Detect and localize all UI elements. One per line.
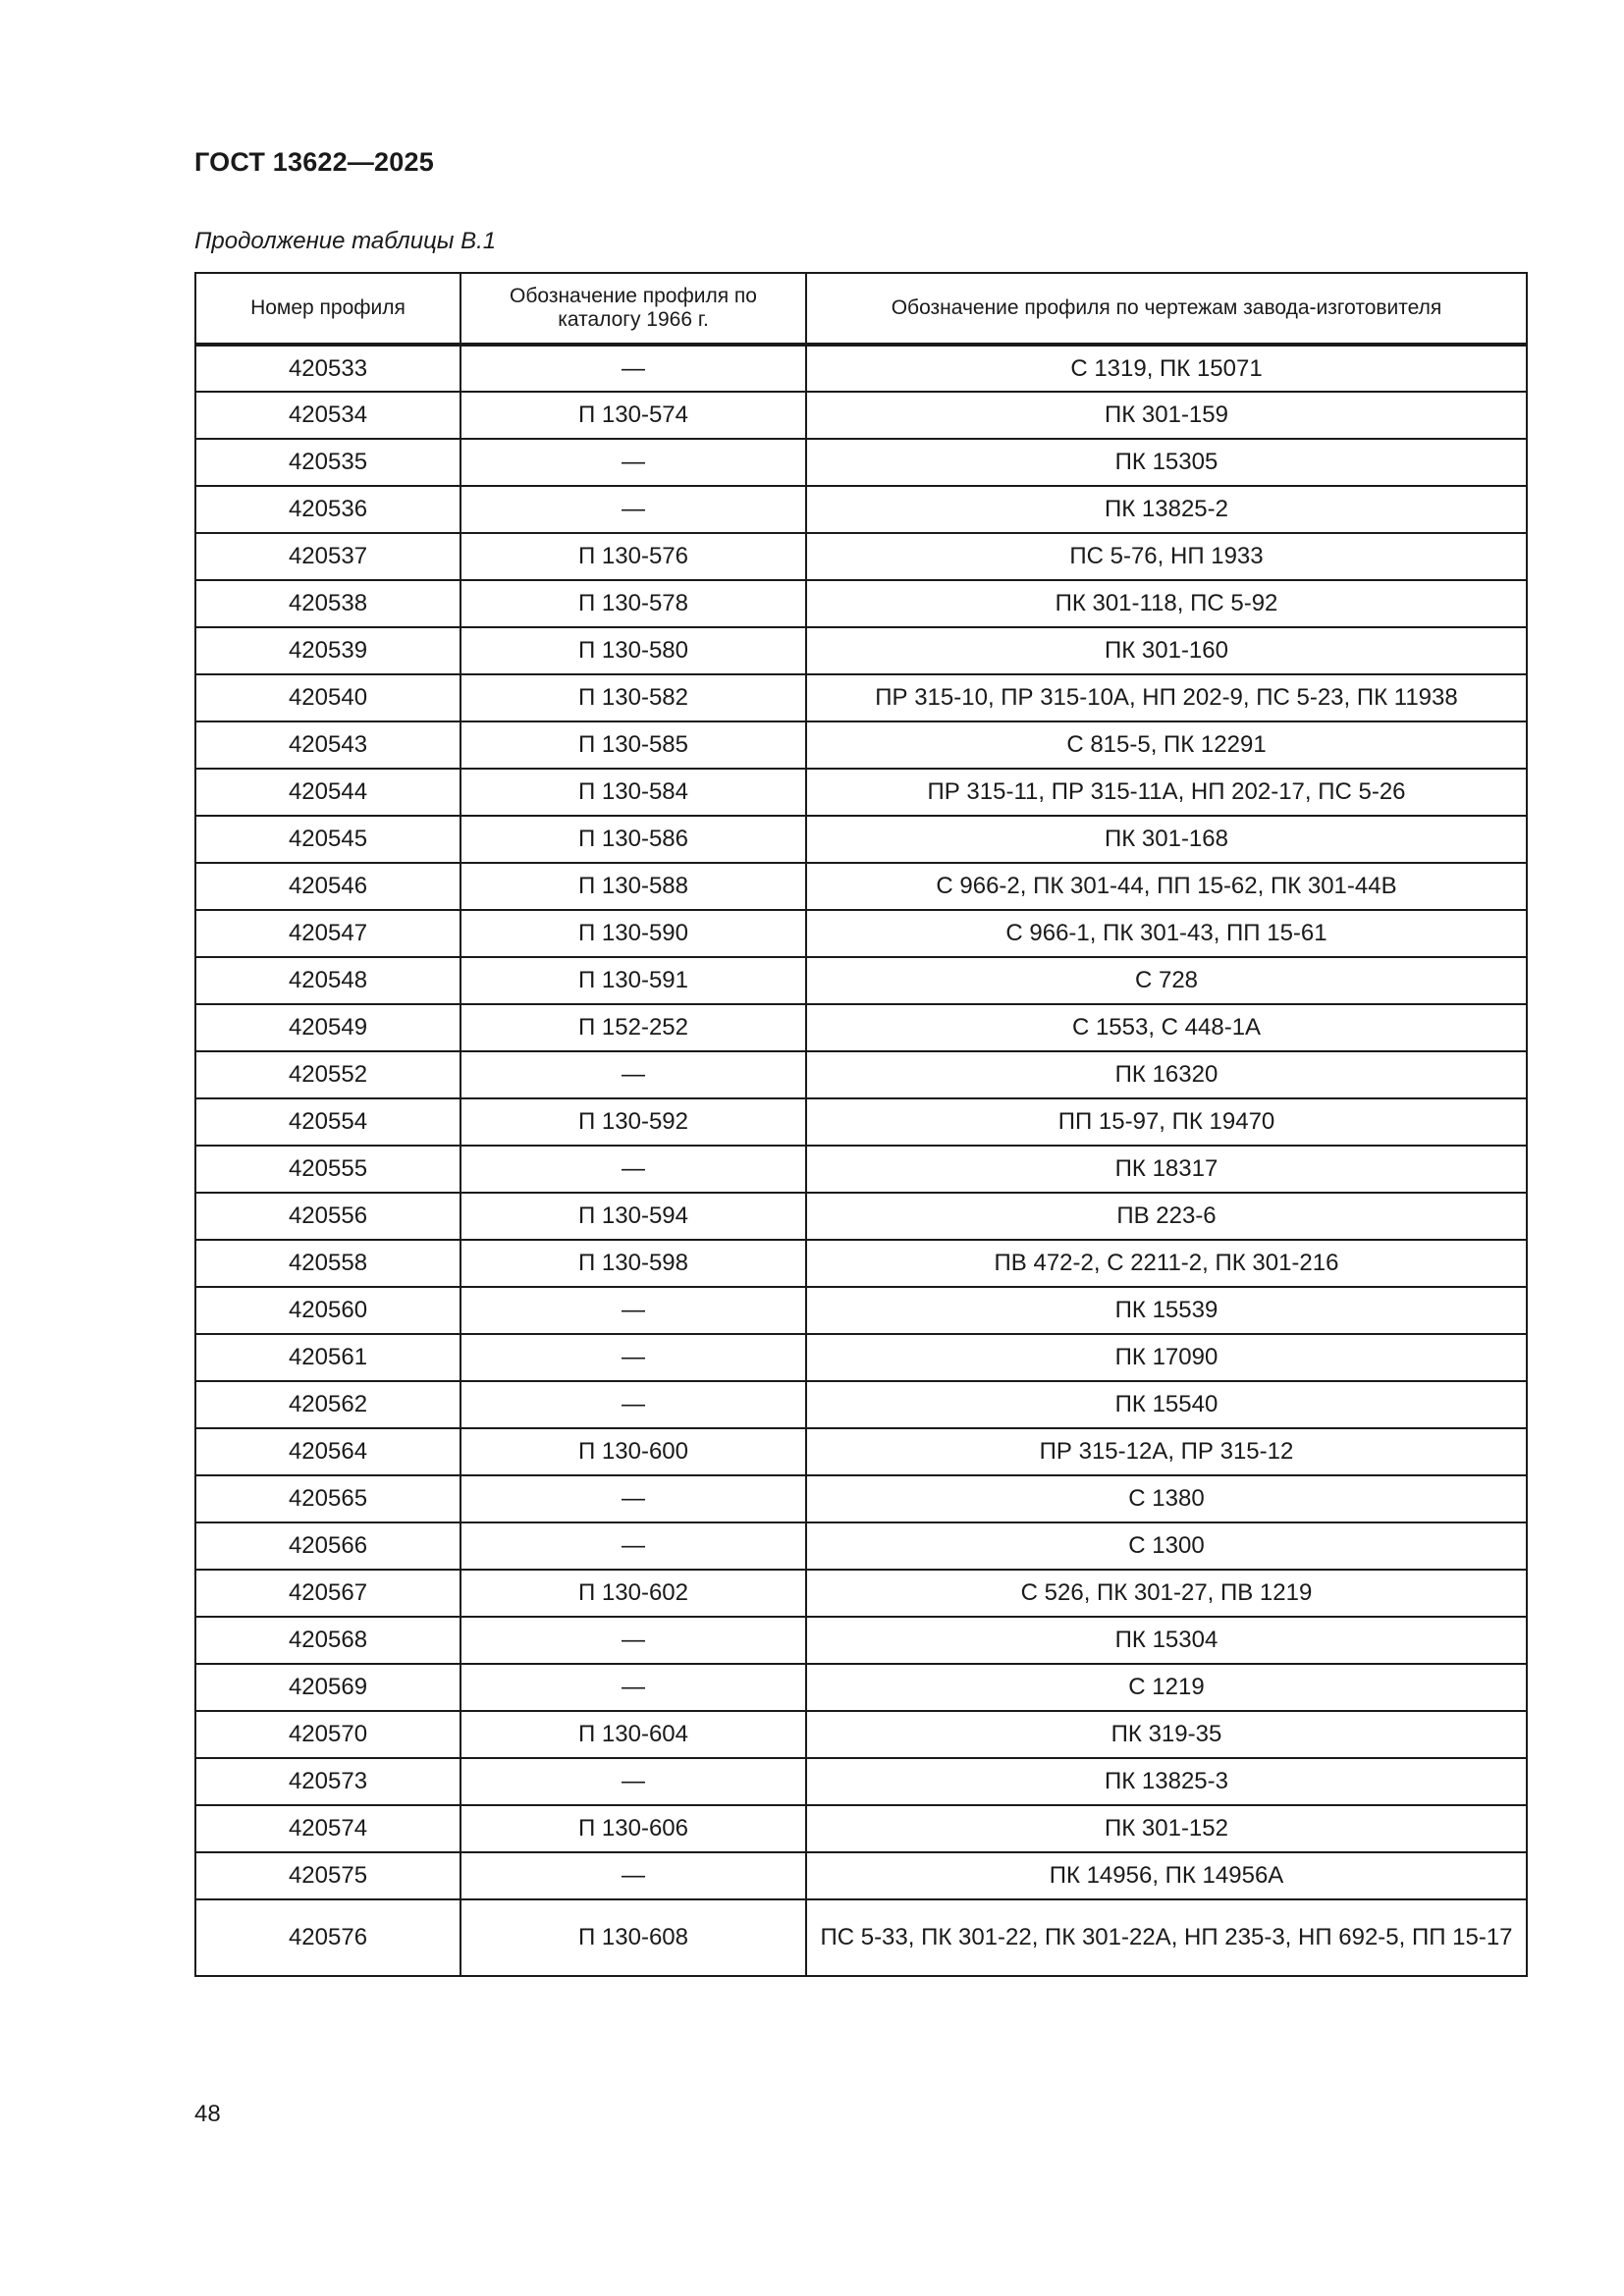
cell-drawing-designation: ПК 15305 bbox=[806, 439, 1527, 486]
cell-drawing-designation: С 1300 bbox=[806, 1522, 1527, 1570]
cell-catalog-designation: П 130-600 bbox=[460, 1428, 806, 1475]
column-header-catalog: Обозначение профиля по каталогу 1966 г. bbox=[460, 273, 806, 345]
cell-catalog-designation: П 130-576 bbox=[460, 533, 806, 580]
cell-drawing-designation: С 1219 bbox=[806, 1664, 1527, 1711]
cell-profile-number: 420539 bbox=[195, 627, 460, 674]
table-row bbox=[195, 1522, 1527, 1570]
cell-drawing-designation: ПР 315-11, ПР 315-11А, НП 202-17, ПС 5-26 bbox=[806, 769, 1527, 816]
cell-catalog-designation: — bbox=[460, 1146, 806, 1193]
cell-drawing-designation: С 526, ПК 301-27, ПВ 1219 bbox=[806, 1570, 1527, 1617]
cell-catalog-designation: — bbox=[460, 1287, 806, 1334]
cell-drawing-designation: ПР 315-12А, ПР 315-12 bbox=[806, 1428, 1527, 1475]
table-header bbox=[195, 273, 1527, 345]
cell-catalog-designation: П 130-604 bbox=[460, 1711, 806, 1758]
cell-catalog-designation: — bbox=[460, 439, 806, 486]
cell-catalog-designation: — bbox=[460, 1758, 806, 1805]
cell-profile-number: 420535 bbox=[195, 439, 460, 486]
cell-profile-number: 420554 bbox=[195, 1098, 460, 1146]
table-body bbox=[195, 345, 1527, 1976]
cell-drawing-designation: ПК 16320 bbox=[806, 1051, 1527, 1098]
cell-drawing-designation: С 815-5, ПК 12291 bbox=[806, 721, 1527, 769]
cell-catalog-designation: П 130-578 bbox=[460, 580, 806, 627]
cell-drawing-designation: ПВ 223-6 bbox=[806, 1193, 1527, 1240]
table-row bbox=[195, 957, 1527, 1004]
cell-drawing-designation: ПК 15304 bbox=[806, 1617, 1527, 1664]
cell-catalog-designation: П 130-586 bbox=[460, 816, 806, 863]
cell-drawing-designation: С 1553, С 448-1А bbox=[806, 1004, 1527, 1051]
cell-profile-number: 420538 bbox=[195, 580, 460, 627]
cell-profile-number: 420560 bbox=[195, 1287, 460, 1334]
table-row bbox=[195, 1711, 1527, 1758]
table-row bbox=[195, 1758, 1527, 1805]
table-row bbox=[195, 533, 1527, 580]
cell-catalog-designation: П 130-598 bbox=[460, 1240, 806, 1287]
cell-drawing-designation: ПК 17090 bbox=[806, 1334, 1527, 1381]
cell-catalog-designation: П 130-588 bbox=[460, 863, 806, 910]
cell-catalog-designation: — bbox=[460, 345, 806, 392]
cell-profile-number: 420575 bbox=[195, 1852, 460, 1899]
cell-catalog-designation: П 130-590 bbox=[460, 910, 806, 957]
cell-catalog-designation: П 130-602 bbox=[460, 1570, 806, 1617]
cell-catalog-designation: — bbox=[460, 486, 806, 533]
cell-catalog-designation: П 130-580 bbox=[460, 627, 806, 674]
column-header-drawings: Обозначение профиля по чертежам завода-изготовителя bbox=[806, 273, 1527, 345]
cell-catalog-designation: П 130-594 bbox=[460, 1193, 806, 1240]
cell-catalog-designation: П 130-584 bbox=[460, 769, 806, 816]
cell-drawing-designation: ПК 18317 bbox=[806, 1146, 1527, 1193]
cell-profile-number: 420562 bbox=[195, 1381, 460, 1428]
table-row bbox=[195, 1098, 1527, 1146]
cell-drawing-designation: ПК 13825-3 bbox=[806, 1758, 1527, 1805]
table-row bbox=[195, 486, 1527, 533]
cell-profile-number: 420565 bbox=[195, 1475, 460, 1522]
cell-profile-number: 420549 bbox=[195, 1004, 460, 1051]
cell-drawing-designation: ПК 15539 bbox=[806, 1287, 1527, 1334]
cell-drawing-designation: С 1319, ПК 15071 bbox=[806, 345, 1527, 392]
table-row bbox=[195, 345, 1527, 392]
table-caption: Продолжение таблицы В.1 bbox=[194, 228, 497, 254]
cell-drawing-designation: ПС 5-33, ПК 301-22, ПК 301-22А, НП 235-3, НП 692-5, ПП 15-17 bbox=[806, 1899, 1527, 1976]
cell-profile-number: 420540 bbox=[195, 674, 460, 721]
cell-profile-number: 420568 bbox=[195, 1617, 460, 1664]
cell-drawing-designation: ПК 319-35 bbox=[806, 1711, 1527, 1758]
cell-drawing-designation: ПК 301-159 bbox=[806, 392, 1527, 439]
table-row bbox=[195, 910, 1527, 957]
cell-profile-number: 420543 bbox=[195, 721, 460, 769]
cell-catalog-designation: П 130-585 bbox=[460, 721, 806, 769]
cell-drawing-designation: ПР 315-10, ПР 315-10А, НП 202-9, ПС 5-23, ПК 11938 bbox=[806, 674, 1527, 721]
cell-profile-number: 420534 bbox=[195, 392, 460, 439]
cell-profile-number: 420567 bbox=[195, 1570, 460, 1617]
table-row bbox=[195, 863, 1527, 910]
document-code: ГОСТ 13622—2025 bbox=[194, 147, 434, 177]
cell-drawing-designation: ПК 301-152 bbox=[806, 1805, 1527, 1852]
header-row bbox=[195, 273, 1527, 345]
table-row bbox=[195, 1899, 1527, 1976]
cell-profile-number: 420573 bbox=[195, 1758, 460, 1805]
cell-drawing-designation: ПС 5-76, НП 1933 bbox=[806, 533, 1527, 580]
table-row bbox=[195, 1475, 1527, 1522]
table-row bbox=[195, 674, 1527, 721]
cell-profile-number: 420576 bbox=[195, 1899, 460, 1976]
cell-profile-number: 420566 bbox=[195, 1522, 460, 1570]
cell-drawing-designation: С 728 bbox=[806, 957, 1527, 1004]
cell-catalog-designation: — bbox=[460, 1381, 806, 1428]
table-row bbox=[195, 439, 1527, 486]
table-row bbox=[195, 1051, 1527, 1098]
profiles-table bbox=[194, 272, 1528, 1977]
column-header-number: Номер профиля bbox=[195, 273, 460, 345]
table-row bbox=[195, 721, 1527, 769]
cell-drawing-designation: С 1380 bbox=[806, 1475, 1527, 1522]
cell-profile-number: 420536 bbox=[195, 486, 460, 533]
cell-catalog-designation: П 152-252 bbox=[460, 1004, 806, 1051]
cell-drawing-designation: ПК 301-168 bbox=[806, 816, 1527, 863]
cell-drawing-designation: С 966-1, ПК 301-43, ПП 15-61 bbox=[806, 910, 1527, 957]
cell-profile-number: 420546 bbox=[195, 863, 460, 910]
table-row bbox=[195, 1664, 1527, 1711]
cell-catalog-designation: П 130-574 bbox=[460, 392, 806, 439]
table-row bbox=[195, 580, 1527, 627]
cell-profile-number: 420556 bbox=[195, 1193, 460, 1240]
cell-catalog-designation: — bbox=[460, 1522, 806, 1570]
cell-drawing-designation: ПК 13825-2 bbox=[806, 486, 1527, 533]
cell-profile-number: 420547 bbox=[195, 910, 460, 957]
cell-catalog-designation: П 130-582 bbox=[460, 674, 806, 721]
cell-drawing-designation: ПК 15540 bbox=[806, 1381, 1527, 1428]
cell-catalog-designation: — bbox=[460, 1852, 806, 1899]
cell-drawing-designation: ПК 301-118, ПС 5-92 bbox=[806, 580, 1527, 627]
table-row bbox=[195, 1240, 1527, 1287]
cell-catalog-designation: П 130-608 bbox=[460, 1899, 806, 1976]
cell-profile-number: 420548 bbox=[195, 957, 460, 1004]
page-number: 48 bbox=[194, 2101, 221, 2127]
table-row bbox=[195, 1428, 1527, 1475]
cell-profile-number: 420552 bbox=[195, 1051, 460, 1098]
cell-profile-number: 420537 bbox=[195, 533, 460, 580]
cell-catalog-designation: П 130-591 bbox=[460, 957, 806, 1004]
table-row bbox=[195, 1004, 1527, 1051]
table-row bbox=[195, 392, 1527, 439]
cell-profile-number: 420555 bbox=[195, 1146, 460, 1193]
table-row bbox=[195, 1381, 1527, 1428]
cell-catalog-designation: — bbox=[460, 1475, 806, 1522]
cell-profile-number: 420533 bbox=[195, 345, 460, 392]
table-row bbox=[195, 816, 1527, 863]
cell-profile-number: 420569 bbox=[195, 1664, 460, 1711]
table-row bbox=[195, 1570, 1527, 1617]
table-row bbox=[195, 1617, 1527, 1664]
cell-drawing-designation: ПВ 472-2, С 2211-2, ПК 301-216 bbox=[806, 1240, 1527, 1287]
cell-catalog-designation: — bbox=[460, 1051, 806, 1098]
cell-drawing-designation: ПП 15-97, ПК 19470 bbox=[806, 1098, 1527, 1146]
cell-profile-number: 420574 bbox=[195, 1805, 460, 1852]
cell-catalog-designation: П 130-606 bbox=[460, 1805, 806, 1852]
cell-drawing-designation: С 966-2, ПК 301-44, ПП 15-62, ПК 301-44В bbox=[806, 863, 1527, 910]
cell-profile-number: 420545 bbox=[195, 816, 460, 863]
table-row bbox=[195, 1805, 1527, 1852]
table-row bbox=[195, 627, 1527, 674]
cell-catalog-designation: — bbox=[460, 1664, 806, 1711]
table-row bbox=[195, 1146, 1527, 1193]
table-row bbox=[195, 769, 1527, 816]
cell-catalog-designation: — bbox=[460, 1334, 806, 1381]
cell-catalog-designation: — bbox=[460, 1617, 806, 1664]
cell-profile-number: 420544 bbox=[195, 769, 460, 816]
cell-catalog-designation: П 130-592 bbox=[460, 1098, 806, 1146]
table-row bbox=[195, 1287, 1527, 1334]
table-row bbox=[195, 1852, 1527, 1899]
table-row bbox=[195, 1193, 1527, 1240]
cell-profile-number: 420570 bbox=[195, 1711, 460, 1758]
cell-drawing-designation: ПК 301-160 bbox=[806, 627, 1527, 674]
table-row bbox=[195, 1334, 1527, 1381]
cell-profile-number: 420558 bbox=[195, 1240, 460, 1287]
cell-drawing-designation: ПК 14956, ПК 14956А bbox=[806, 1852, 1527, 1899]
cell-profile-number: 420561 bbox=[195, 1334, 460, 1381]
cell-profile-number: 420564 bbox=[195, 1428, 460, 1475]
